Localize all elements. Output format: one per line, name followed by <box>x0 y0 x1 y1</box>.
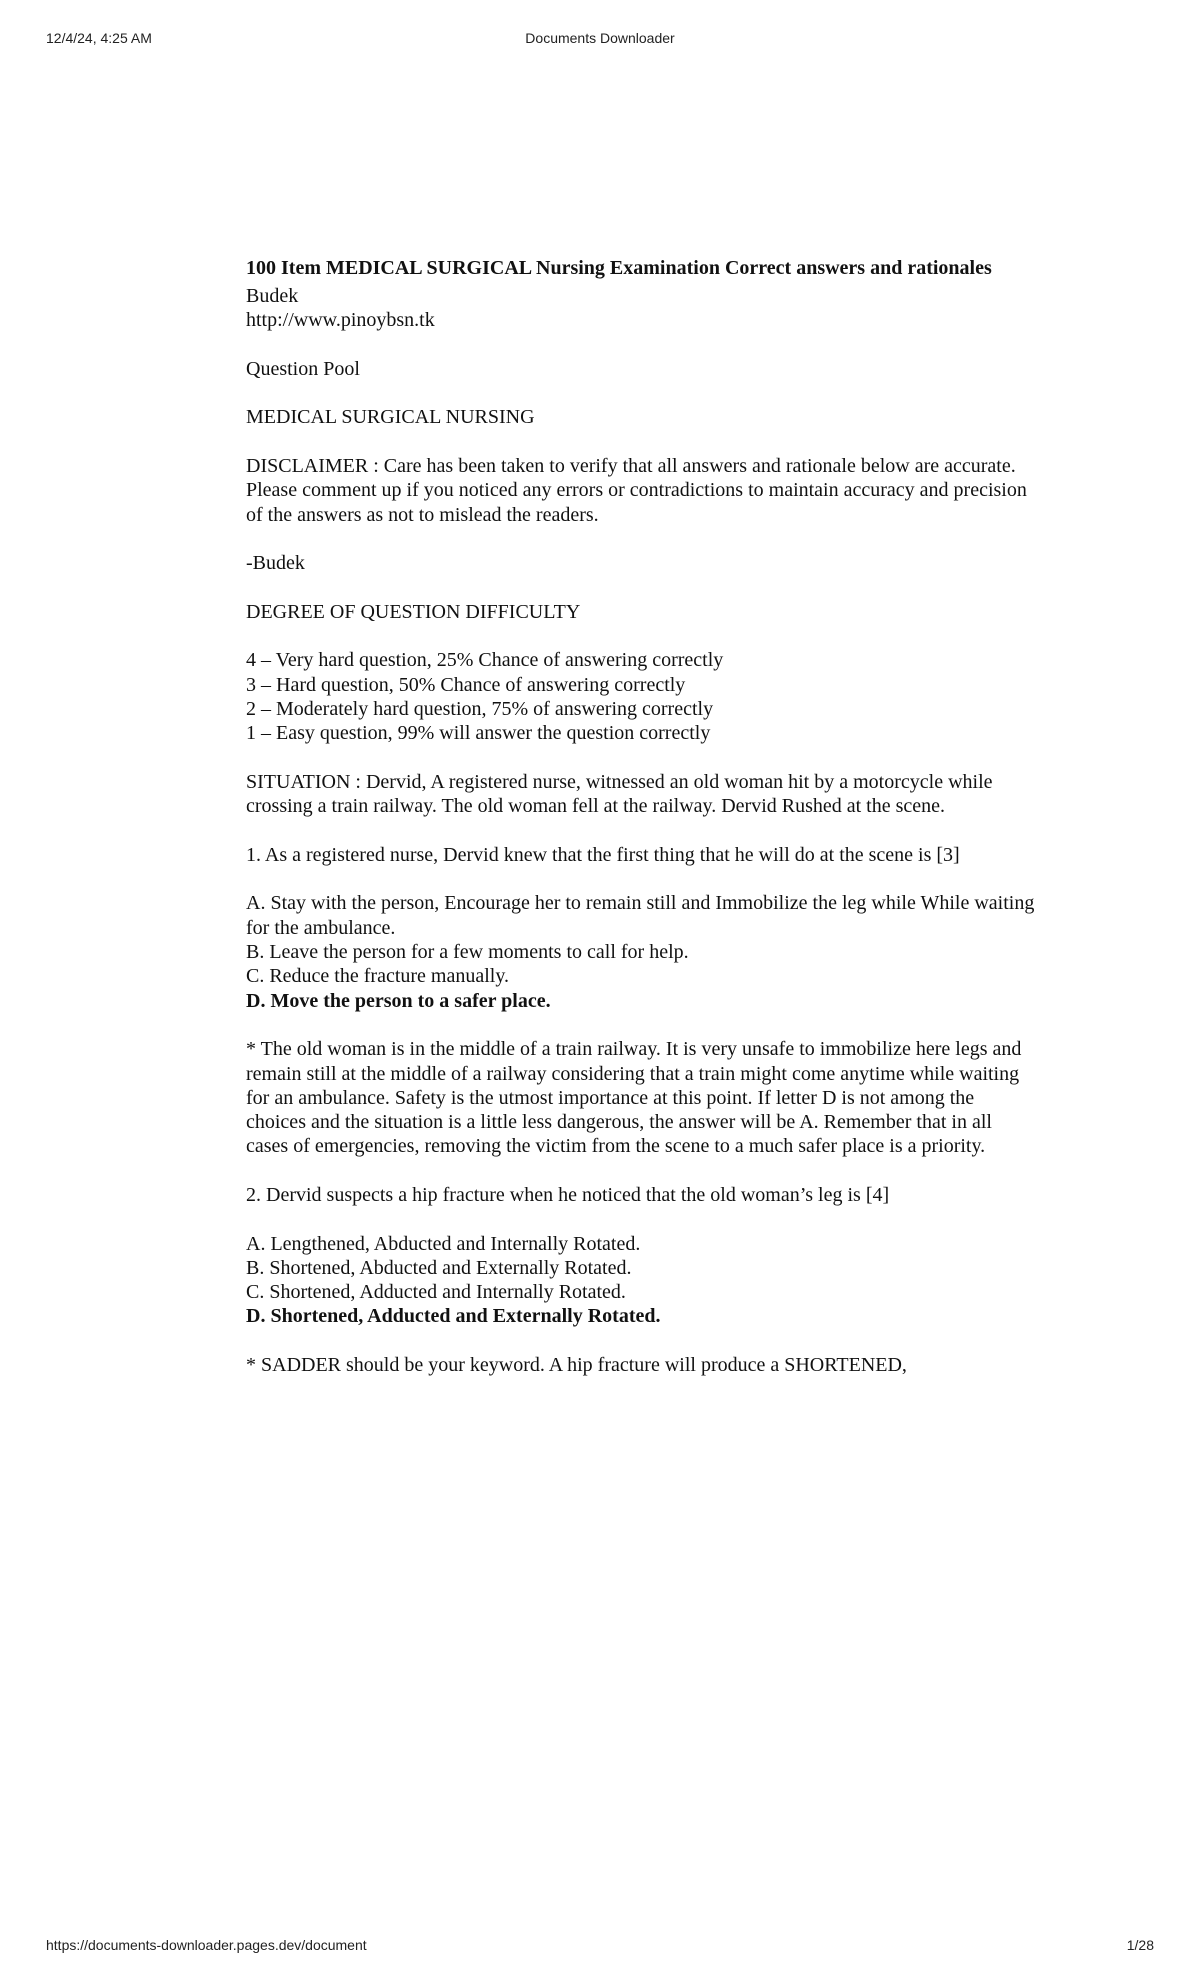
author-block <box>246 284 1036 333</box>
disclaimer: DISCLAIMER : Care has been taken to verify that all answers and rationale below are accurate. Please comment up if you noticed any errors or contradictions to maintain accuracy and precision of the answers as not to mislead the readers. <box>246 455 1027 526</box>
choice-c: C. Reduce the fracture manually. <box>246 965 510 988</box>
choice-d-correct: D. Move the person to a safer place. <box>246 989 551 1012</box>
question-pool: Question Pool <box>246 357 360 380</box>
choice-b: B. Leave the person for a few moments to call for help. <box>246 941 689 964</box>
question-1-choices <box>246 891 1036 1012</box>
print-footer <box>46 1937 1154 1957</box>
situation: SITUATION : Dervid, A registered nurse, witnessed an old woman hit by a motorcycle while crossing a train railway. The old woman fell at the railway. Dervid Rushed at the scene. <box>246 770 993 818</box>
subject-heading: MEDICAL SURGICAL NURSING <box>246 406 535 429</box>
author: Budek <box>246 285 299 307</box>
print-title: Documents Downloader <box>525 30 675 46</box>
choice-b: B. Shortened, Abducted and Externally Rotated. <box>246 1256 632 1279</box>
document-title: 100 Item MEDICAL SURGICAL Nursing Examination Correct answers and rationales <box>246 257 992 279</box>
question-2: 2. Dervid suspects a hip fracture when he noticed that the old woman’s leg is [4] <box>246 1183 890 1206</box>
question-2-choices <box>246 1232 1036 1329</box>
print-url[interactable]: https://documents-downloader.pages.dev/document <box>46 1937 367 1953</box>
question-1-rationale: * The old woman is in the middle of a train railway. It is very unsafe to immobilize here legs and remain still at the middle of a railway considering that a train might come anytime while waiting for an ambulance. Safety is the utmost importance at this point. If letter D is not among the choices and the situation is a little less dangerous, the answer will be A. Remember that in all cases of emergencies, removing the victim from the scene to a much safer place is a priority. <box>246 1038 1022 1158</box>
difficulty-level: 2 – Moderately hard question, 75% of answering correctly <box>246 698 714 721</box>
difficulty-heading: DEGREE OF QUESTION DIFFICULTY <box>246 600 581 623</box>
print-header <box>46 30 1154 50</box>
choice-a: A. Lengthened, Abducted and Internally Rotated. <box>246 1232 641 1255</box>
difficulty-list <box>246 648 1036 745</box>
difficulty-level: 4 – Very hard question, 25% Chance of answering correctly <box>246 649 724 672</box>
choice-a: A. Stay with the person, Encourage her to remain still and Immobilize the leg while While waiting for the ambulance. <box>246 892 1035 939</box>
difficulty-level: 3 – Hard question, 50% Chance of answering correctly <box>246 673 686 696</box>
document-body <box>246 256 1036 1402</box>
choice-d-correct: D. Shortened, Adducted and Externally Rotated. <box>246 1305 661 1328</box>
question-2-rationale: * SADDER should be your keyword. A hip fracture will produce a SHORTENED, <box>246 1354 907 1377</box>
question-1: 1. As a registered nurse, Dervid knew that the first thing that he will do at the scene is [3] <box>246 843 960 866</box>
site-link[interactable]: http://www.pinoybsn.tk <box>246 309 435 332</box>
choice-c: C. Shortened, Adducted and Internally Rotated. <box>246 1281 626 1304</box>
signature: -Budek <box>246 552 305 575</box>
difficulty-level: 1 – Easy question, 99% will answer the question correctly <box>246 722 711 745</box>
print-datetime: 12/4/24, 4:25 AM <box>46 30 152 46</box>
page-number: 1/28 <box>1126 1937 1154 1953</box>
